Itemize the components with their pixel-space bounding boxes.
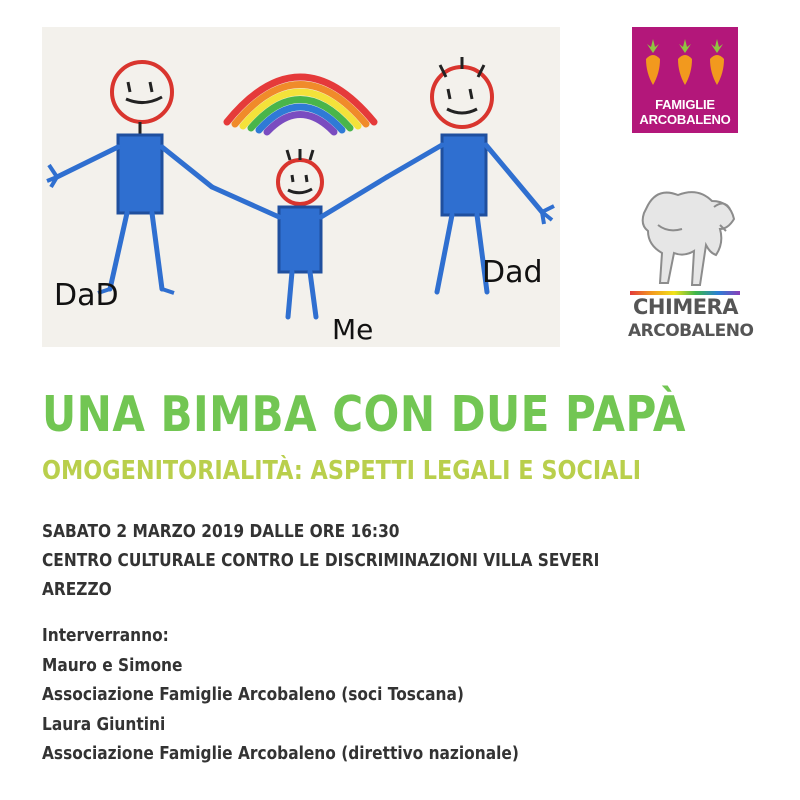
speakers-section: [42, 622, 519, 770]
chimera-lion-icon: [628, 185, 743, 289]
speaker-role: Associazione Famiglie Arcobaleno (direttivo nazionale): [42, 744, 519, 764]
right-dad-label: Dad: [482, 255, 543, 290]
event-title: UNA BIMBA CON DUE PAPÀ: [42, 386, 686, 443]
speaker-name: Laura Giuntini: [42, 714, 166, 735]
speaker-role: Associazione Famiglie Arcobaleno (soci Toscana): [42, 685, 464, 705]
event-city: AREZZO: [42, 580, 112, 600]
child-figure: [212, 149, 387, 317]
famiglie-logo-line2: ARCOBALENO: [639, 112, 731, 127]
left-dad-figure: [47, 62, 212, 293]
left-dad-label: DaD: [54, 278, 119, 313]
famiglie-arcobaleno-logo: [632, 27, 738, 133]
child-label: Me: [332, 313, 374, 346]
event-venue: CENTRO CULTURALE CONTRO LE DISCRIMINAZIONI VILLA SEVERI: [42, 551, 600, 571]
chimera-arcobaleno-logo: [628, 185, 754, 350]
rainbow-drawing: [227, 77, 374, 132]
family-drawing-illustration: [42, 27, 560, 347]
event-details: [42, 518, 599, 605]
chimera-logo-line1: CHIMERA: [633, 295, 738, 319]
speaker-name: Mauro e Simone: [42, 655, 183, 676]
speakers-heading: Interverranno:: [42, 626, 169, 646]
chimera-logo-line2: ARCOBALENO: [628, 321, 754, 341]
event-subtitle: OMOGENITORIALITÀ: ASPETTI LEGALI E SOCIALI: [42, 456, 642, 486]
famiglie-logo-line1: FAMIGLIE: [655, 97, 715, 112]
event-date-time: SABATO 2 MARZO 2019 DALLE ORE 16:30: [42, 522, 400, 542]
